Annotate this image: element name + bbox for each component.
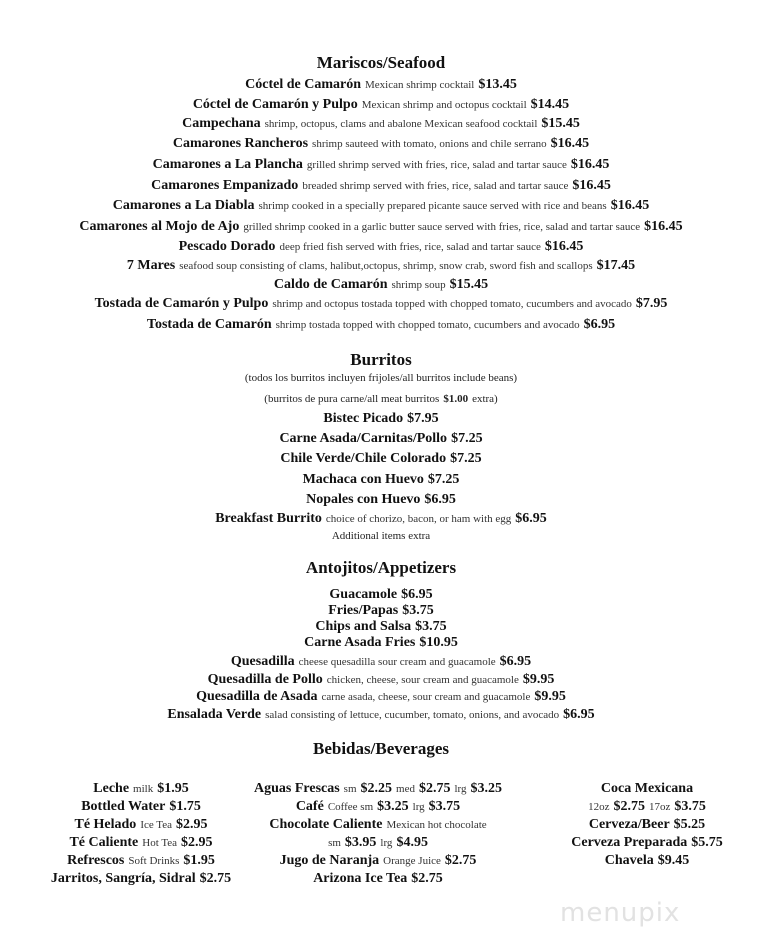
beverage-price: $2.75 [199,871,232,886]
item-price: $16.45 [550,136,590,151]
burritos-note [245,369,517,385]
menu-item [328,602,434,618]
beverage-price: $5.25 [673,817,706,832]
menu-item [329,586,432,602]
item-description: grilled shrimp cooked in a garlic butter sauce served with fries, rice, salad and tartar sauce [243,221,641,233]
menu-item [153,156,610,172]
item-name: Campechana [182,116,261,131]
item-name: Fries/Papas [328,603,399,618]
beverage-price: $9.45 [657,853,690,868]
beverage-price: $1.95 [183,853,215,868]
menu-item [79,218,682,234]
menu-item [196,688,566,704]
beverage-price: $2.25 [360,781,393,796]
menu-item [306,491,456,507]
menu-item [95,295,668,311]
meat-burrito-note [264,390,497,406]
beverage-name: Chavela [604,853,654,868]
section-title [306,559,456,577]
item-price: $15.45 [541,116,580,131]
item-price: $9.95 [522,672,555,687]
beverage-price: $3.75 [428,799,461,814]
beverage-description: Soft Drinks [128,855,180,867]
item-name: Camarones al Mojo de Ajo [79,219,240,234]
beverage-item [589,816,705,832]
menu-item [304,634,458,650]
item-name: Quesadilla de Pollo [207,672,323,687]
beverage-description: lrg [412,801,425,813]
beverage-item [81,798,201,814]
item-price: $9.95 [534,689,566,704]
watermark: menupix [560,898,681,928]
section-title: Mariscos/Seafood [316,53,446,72]
item-name: Carne Asada Fries [304,635,416,650]
beverage-item [93,780,188,796]
beverage-name: Bottled Water [81,799,166,814]
beverage-description: 17oz [649,801,671,813]
burritos-note: (todos los burritos incluyen frijoles/all burritos include beans) [244,372,518,384]
menu-item [303,471,460,487]
item-description: seafood soup consisting of clams, halibut,octopus, shrimp, snow crab, sword fish and scallops [179,260,593,272]
item-price: $7.25 [427,472,460,487]
item-description: Mexican shrimp cocktail [365,79,475,91]
burritos-footer [332,527,430,543]
item-price: $16.45 [610,198,650,213]
item-description: shrimp and octopus tostada topped with chopped tomato, cucumbers and avocado [272,298,632,310]
beverage-item [588,798,706,814]
item-price: $6.95 [583,317,616,332]
beverage-description: Mexican hot chocolate [386,819,487,831]
beverage-item [296,798,460,814]
item-name: Breakfast Burrito [215,511,322,526]
beverage-item [269,816,486,832]
item-price: $7.25 [450,451,482,466]
item-price: $7.95 [407,411,439,426]
section-title: Burritos [350,350,412,369]
note-text: (burritos de pura carne/all meat burritos [264,393,440,405]
beverage-name: Jarritos, Sangría, Sidral [50,871,196,886]
beverage-price: $2.75 [444,853,477,868]
item-name: Machaca con Huevo [302,472,424,487]
item-name: Chips and Salsa [315,619,412,634]
menu-item [113,197,649,213]
beverage-price: $1.95 [157,781,189,796]
item-name: Carne Asada/Carnitas/Pollo [279,431,448,446]
beverage-price: $2.95 [181,835,213,850]
item-description: carne asada, cheese, sour cream and guacamole [321,691,531,703]
beverage-price: $2.75 [418,781,451,796]
item-price: $6.95 [563,707,595,722]
menu-item [173,135,589,151]
beverage-description: sm [328,837,341,849]
note-price: $1.00 [443,393,469,405]
menu-item [182,115,580,131]
beverage-name: Jugo de Naranja [279,853,380,868]
item-description: shrimp tostada topped with chopped tomato, cucumbers and avocado [275,319,580,331]
beverage-name: Té Helado [74,817,137,832]
item-name: Pescado Dorado [178,239,276,254]
item-price: $6.95 [499,654,532,669]
beverage-name: Té Caliente [69,835,139,850]
beverage-description: Ice Tea [140,819,173,831]
beverage-item [51,870,231,886]
item-name: Tostada de Camarón [146,317,272,332]
beverage-item [69,834,212,850]
beverage-name: Refrescos [67,853,125,868]
beverage-name: Aguas Frescas [253,781,340,796]
beverage-item [605,852,690,868]
item-name: Cóctel de Camarón y Pulpo [192,97,358,112]
burritos-footer: Additional items extra [331,530,431,542]
menu-item [151,177,611,193]
item-name: Nopales con Huevo [306,492,421,507]
item-name: Ensalada Verde [167,707,262,722]
item-price: $16.45 [544,239,584,254]
menu-item [215,510,547,526]
item-price: $7.95 [635,296,668,311]
beverage-price: $3.25 [377,799,409,814]
beverage-name: Chocolate Caliente [269,817,383,832]
beverage-price: $3.25 [470,781,503,796]
item-name: Bistec Picado [323,411,404,426]
menu-item [279,430,482,446]
item-description: shrimp cooked in a specially prepared picante sauce served with rice and beans [258,200,607,212]
item-name: Camarones a La Diabla [112,198,255,213]
menu-item [179,238,584,254]
beverage-price: $5.75 [691,835,723,850]
menu-item [323,410,438,426]
item-description: breaded shrimp served with fries, rice, salad and tartar sauce [302,180,569,192]
item-description: choice of chorizo, bacon, or ham with egg [325,513,512,525]
beverage-name: Coca Mexicana [600,781,694,796]
item-price: $14.45 [530,97,570,112]
item-price: $7.25 [451,431,483,446]
beverage-item [601,780,693,796]
menu-item [167,706,594,722]
beverage-item [328,834,428,850]
item-name: Quesadilla de Asada [196,689,318,704]
beverage-price: $3.75 [674,799,706,814]
beverage-price: $1.75 [169,799,201,814]
item-description: salad consisting of lettuce, cucumber, tomato, onions, and avocado [265,709,560,721]
menu-item [315,618,446,634]
item-name: Camarones Rancheros [172,136,309,151]
beverage-price: $2.75 [411,871,443,886]
item-price: $16.45 [570,157,610,172]
beverage-item [67,852,215,868]
item-name: Caldo de Camarón [273,277,388,292]
beverage-item [280,852,477,868]
item-price: $6.95 [424,492,456,507]
item-price: $6.95 [401,587,433,602]
beverage-description: med [396,783,415,795]
menu-item [280,450,481,466]
item-price: $15.45 [449,277,489,292]
item-description: deep fried fish served with fries, rice, salad and tartar sauce [279,241,541,253]
beverage-name: Leche [93,781,130,796]
item-name: Chile Verde/Chile Colorado [280,451,447,466]
beverage-price: $2.75 [613,799,645,814]
menu-item [274,276,488,292]
section-title: Antojitos/Appetizers [305,558,457,577]
item-price: $16.45 [572,178,611,193]
item-price: $3.75 [402,603,434,618]
item-price: $3.75 [415,619,447,634]
beverage-description: Coffee sm [327,801,374,813]
beverage-price: $2.95 [176,817,208,832]
menu-item [193,96,569,112]
beverage-name: Café [295,799,324,814]
beverage-name: Arizona Ice Tea [313,871,408,886]
beverage-description: sm [343,783,357,795]
beverage-item [571,834,722,850]
beverage-description: milk [133,783,154,795]
section-title [317,54,445,72]
section-title [350,351,411,369]
beverage-description: 12oz [588,801,610,813]
item-name: Cóctel de Camarón [245,77,362,92]
menu-item [231,653,531,669]
item-description: chicken, cheese, sour cream and guacamole [326,674,519,686]
item-description: shrimp, octopus, clams and abalone Mexican seafood cocktail [264,118,538,130]
menu-item [208,671,555,687]
menu-item [127,257,635,273]
beverage-description: Hot Tea [142,837,178,849]
note-end: extra) [472,393,498,405]
beverage-description: lrg [380,837,393,849]
section-title [313,740,449,758]
item-price: $16.45 [644,219,683,234]
beverage-name: Cerveza/Beer [588,817,670,832]
item-name: 7 Mares [126,258,176,273]
beverage-price: $3.95 [344,835,377,850]
item-name: Camarones Empanizado [151,178,299,193]
item-name: Tostada de Camarón y Pulpo [94,296,269,311]
item-name: Camarones a La Plancha [152,157,303,172]
item-price: $13.45 [478,77,517,92]
beverage-item [74,816,207,832]
item-name: Guacamole [329,587,398,602]
menu-item [147,316,615,332]
item-description: grilled shrimp served with fries, rice, salad and tartar sauce [306,159,567,171]
item-description: cheese quesadilla sour cream and guacamole [298,656,496,668]
item-price: $6.95 [515,511,547,526]
section-title: Bebidas/Beverages [313,739,449,758]
menu-item [245,76,517,92]
beverage-item [313,870,443,886]
item-description: shrimp sauteed with tomato, onions and chile serrano [312,138,547,150]
beverage-description: lrg [454,783,467,795]
item-price: $17.45 [596,258,636,273]
beverage-item [254,780,502,796]
beverage-price: $4.95 [396,835,428,850]
item-name: Quesadilla [230,654,295,669]
beverage-name: Cerveza Preparada [571,835,688,850]
item-description: Mexican shrimp and octopus cocktail [361,99,527,111]
item-description: shrimp soup [391,279,446,291]
beverage-description: Orange Juice [383,855,441,867]
item-price: $10.95 [419,635,458,650]
